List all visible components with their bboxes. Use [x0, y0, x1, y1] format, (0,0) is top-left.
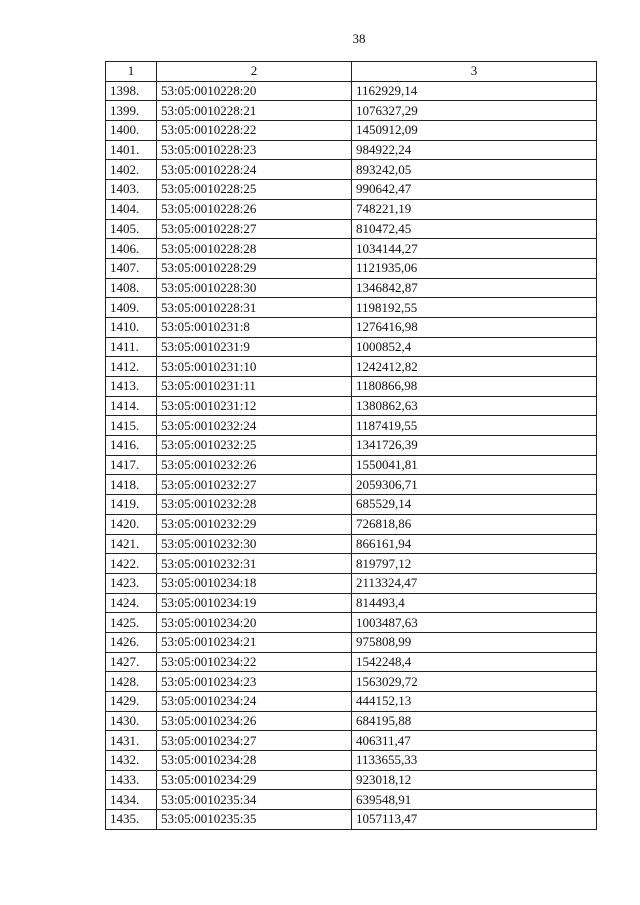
cadastral-number: 53:05:0010234:27 — [157, 731, 352, 751]
cadastral-number: 53:05:0010231:10 — [157, 357, 352, 377]
row-number: 1414. — [106, 396, 157, 416]
cadastral-number: 53:05:0010231:12 — [157, 396, 352, 416]
cadastral-value: 726818,86 — [352, 514, 597, 534]
cadastral-number: 53:05:0010232:30 — [157, 534, 352, 554]
cadastral-value: 1076327,29 — [352, 101, 597, 121]
cadastral-number: 53:05:0010228:28 — [157, 239, 352, 259]
row-number: 1434. — [106, 790, 157, 810]
cadastral-number: 53:05:0010228:31 — [157, 298, 352, 318]
cadastral-value: 1550041,81 — [352, 455, 597, 475]
cadastral-number: 53:05:0010232:25 — [157, 436, 352, 456]
cadastral-value: 1198192,55 — [352, 298, 597, 318]
header-row — [106, 62, 597, 82]
cadastral-number: 53:05:0010232:27 — [157, 475, 352, 495]
row-number: 1424. — [106, 593, 157, 613]
cadastral-value: 810472,45 — [352, 219, 597, 239]
row-number: 1417. — [106, 455, 157, 475]
cadastral-number: 53:05:0010228:21 — [157, 101, 352, 121]
table-row — [106, 613, 597, 633]
table-row — [106, 140, 597, 160]
cadastral-number: 53:05:0010228:24 — [157, 160, 352, 180]
table-row — [106, 239, 597, 259]
table-row — [106, 317, 597, 337]
cadastral-value: 748221,19 — [352, 199, 597, 219]
row-number: 1406. — [106, 239, 157, 259]
cadastral-value: 990642,47 — [352, 180, 597, 200]
row-number: 1421. — [106, 534, 157, 554]
cadastral-number: 53:05:0010234:22 — [157, 652, 352, 672]
row-number: 1402. — [106, 160, 157, 180]
cadastral-value: 685529,14 — [352, 495, 597, 515]
cadastral-value: 923018,12 — [352, 770, 597, 790]
cadastral-value: 1000852,4 — [352, 337, 597, 357]
row-number: 1398. — [106, 81, 157, 101]
table-row — [106, 790, 597, 810]
data-table — [105, 61, 597, 830]
row-number: 1415. — [106, 416, 157, 436]
cadastral-number: 53:05:0010235:35 — [157, 810, 352, 830]
cadastral-number: 53:05:0010232:24 — [157, 416, 352, 436]
table-row — [106, 81, 597, 101]
row-number: 1418. — [106, 475, 157, 495]
table-row — [106, 436, 597, 456]
table-row — [106, 810, 597, 830]
row-number: 1427. — [106, 652, 157, 672]
table-row — [106, 475, 597, 495]
cadastral-value: 1003487,63 — [352, 613, 597, 633]
row-number: 1435. — [106, 810, 157, 830]
table-row — [106, 692, 597, 712]
table-row — [106, 672, 597, 692]
header-col-1: 1 — [106, 62, 157, 82]
table-header — [106, 62, 597, 82]
cadastral-value: 684195,88 — [352, 711, 597, 731]
table-row — [106, 180, 597, 200]
table-row — [106, 632, 597, 652]
cadastral-number: 53:05:0010231:11 — [157, 377, 352, 397]
cadastral-value: 1187419,55 — [352, 416, 597, 436]
cadastral-number: 53:05:0010232:31 — [157, 554, 352, 574]
row-number: 1430. — [106, 711, 157, 731]
cadastral-value: 1121935,06 — [352, 258, 597, 278]
row-number: 1411. — [106, 337, 157, 357]
cadastral-number: 53:05:0010234:28 — [157, 751, 352, 771]
table-row — [106, 160, 597, 180]
cadastral-value: 1341726,39 — [352, 436, 597, 456]
table-row — [106, 573, 597, 593]
cadastral-number: 53:05:0010228:30 — [157, 278, 352, 298]
header-col-2: 2 — [157, 62, 352, 82]
cadastral-value: 984922,24 — [352, 140, 597, 160]
cadastral-value: 1380862,63 — [352, 396, 597, 416]
cadastral-value: 975808,99 — [352, 632, 597, 652]
table-row — [106, 770, 597, 790]
cadastral-value: 1180866,98 — [352, 377, 597, 397]
table-row — [106, 219, 597, 239]
row-number: 1405. — [106, 219, 157, 239]
table-row — [106, 357, 597, 377]
row-number: 1422. — [106, 554, 157, 574]
cadastral-value: 1563029,72 — [352, 672, 597, 692]
cadastral-number: 53:05:0010232:26 — [157, 455, 352, 475]
table-row — [106, 396, 597, 416]
row-number: 1423. — [106, 573, 157, 593]
table-row — [106, 514, 597, 534]
table-row — [106, 534, 597, 554]
row-number: 1416. — [106, 436, 157, 456]
table-row — [106, 495, 597, 515]
cadastral-number: 53:05:0010228:23 — [157, 140, 352, 160]
row-number: 1429. — [106, 692, 157, 712]
table-row — [106, 199, 597, 219]
row-number: 1433. — [106, 770, 157, 790]
cadastral-value: 1450912,09 — [352, 121, 597, 141]
row-number: 1425. — [106, 613, 157, 633]
row-number: 1403. — [106, 180, 157, 200]
cadastral-number: 53:05:0010234:19 — [157, 593, 352, 613]
cadastral-number: 53:05:0010234:18 — [157, 573, 352, 593]
row-number: 1404. — [106, 199, 157, 219]
table-row — [106, 278, 597, 298]
cadastral-value: 2059306,71 — [352, 475, 597, 495]
table-row — [106, 593, 597, 613]
cadastral-value: 2113324,47 — [352, 573, 597, 593]
cadastral-value: 1346842,87 — [352, 278, 597, 298]
table-row — [106, 554, 597, 574]
cadastral-number: 53:05:0010234:21 — [157, 632, 352, 652]
cadastral-value: 893242,05 — [352, 160, 597, 180]
cadastral-number: 53:05:0010228:27 — [157, 219, 352, 239]
cadastral-value: 406311,47 — [352, 731, 597, 751]
row-number: 1419. — [106, 495, 157, 515]
table-row — [106, 711, 597, 731]
cadastral-number: 53:05:0010228:29 — [157, 258, 352, 278]
cadastral-number: 53:05:0010232:28 — [157, 495, 352, 515]
table-row — [106, 377, 597, 397]
row-number: 1409. — [106, 298, 157, 318]
row-number: 1413. — [106, 377, 157, 397]
table-row — [106, 121, 597, 141]
table-row — [106, 258, 597, 278]
cadastral-number: 53:05:0010234:24 — [157, 692, 352, 712]
cadastral-value: 1133655,33 — [352, 751, 597, 771]
cadastral-number: 53:05:0010235:34 — [157, 790, 352, 810]
row-number: 1401. — [106, 140, 157, 160]
cadastral-number: 53:05:0010228:25 — [157, 180, 352, 200]
cadastral-number: 53:05:0010234:20 — [157, 613, 352, 633]
cadastral-value: 1034144,27 — [352, 239, 597, 259]
row-number: 1407. — [106, 258, 157, 278]
cadastral-value: 814493,4 — [352, 593, 597, 613]
table-row — [106, 416, 597, 436]
table-row — [106, 298, 597, 318]
cadastral-number: 53:05:0010228:26 — [157, 199, 352, 219]
cadastral-value: 1542248,4 — [352, 652, 597, 672]
row-number: 1410. — [106, 317, 157, 337]
cadastral-value: 1276416,98 — [352, 317, 597, 337]
table-body — [106, 81, 597, 829]
page-number: 38 — [352, 31, 366, 46]
table-row — [106, 101, 597, 121]
cadastral-number: 53:05:0010234:23 — [157, 672, 352, 692]
cadastral-value: 1057113,47 — [352, 810, 597, 830]
cadastral-number: 53:05:0010228:22 — [157, 121, 352, 141]
table-row — [106, 455, 597, 475]
cadastral-value: 1242412,82 — [352, 357, 597, 377]
row-number: 1431. — [106, 731, 157, 751]
cadastral-value: 639548,91 — [352, 790, 597, 810]
cadastral-number: 53:05:0010234:26 — [157, 711, 352, 731]
cadastral-number: 53:05:0010231:8 — [157, 317, 352, 337]
cadastral-value: 1162929,14 — [352, 81, 597, 101]
row-number: 1400. — [106, 121, 157, 141]
row-number: 1420. — [106, 514, 157, 534]
cadastral-number: 53:05:0010231:9 — [157, 337, 352, 357]
table-row — [106, 652, 597, 672]
row-number: 1432. — [106, 751, 157, 771]
table-row — [106, 337, 597, 357]
cadastral-number: 53:05:0010232:29 — [157, 514, 352, 534]
table-row — [106, 731, 597, 751]
table-row — [106, 751, 597, 771]
cadastral-value: 819797,12 — [352, 554, 597, 574]
row-number: 1428. — [106, 672, 157, 692]
header-col-3: 3 — [352, 62, 597, 82]
cadastral-number: 53:05:0010228:20 — [157, 81, 352, 101]
cadastral-value: 866161,94 — [352, 534, 597, 554]
cadastral-number: 53:05:0010234:29 — [157, 770, 352, 790]
row-number: 1399. — [106, 101, 157, 121]
cadastral-value: 444152,13 — [352, 692, 597, 712]
row-number: 1412. — [106, 357, 157, 377]
row-number: 1426. — [106, 632, 157, 652]
row-number: 1408. — [106, 278, 157, 298]
